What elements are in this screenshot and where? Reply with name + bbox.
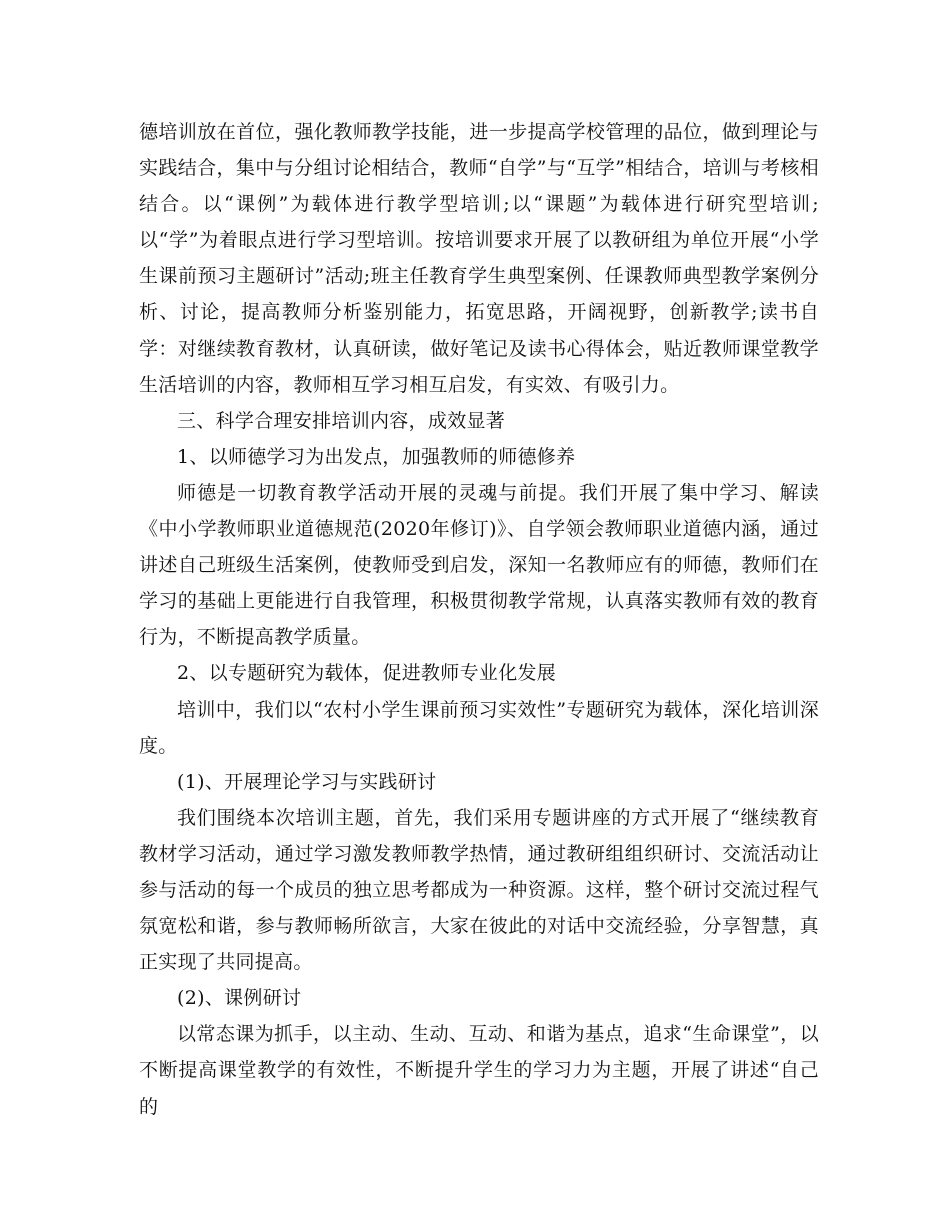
document-body [139,114,819,1125]
subheading-2-2: (2)、课例研讨 [177,987,302,1010]
subheading-2: 2、以专题研究为载体，促进教师专业化发展 [177,662,557,685]
paragraph-topic-research: 培训中，我们以“农村小学生课前预习实效性”专题研究为载体，深化培训深度。 [139,698,819,757]
paragraph-theory-study: 我们围绕本次培训主题，首先，我们采用专题讲座的方式开展了“继续教育教材学习活动，通过学习激发教师教学热情，通过教研组组织研讨、交流活动让参与活动的每一个成员的独立思考都成为一种资源。这样，整个研讨交流过程气氛宽松和谐，参与教师畅所欲言，大家在彼此的对话中交流经验，分享智慧，真正实现了共同提高。 [139,806,819,974]
paragraph-lesson-study: 以常态课为抓手，以主动、生动、互动、和谐为基点，追求“生命课堂”，以不断提高课堂教学的有效性，不断提升学生的学习力为主题，开展了讲述“自己的 [139,1023,819,1118]
paragraph-training-methods: 德培训放在首位，强化教师教学技能，进一步提高学校管理的品位，做到理论与实践结合，集中与分组讨论相结合，教师“自学”与“互学”相结合，培训与考核相结合。以“课例”为载体进行教学型培训;以“课题”为载体进行研究型培训;以“学”为着眼点进行学习型培训。按培训要求开展了以教研组为单位开展“小学生课前预习主题研讨”活动;班主任教育学生典型案例、任课教师典型教学案例分析、讨论，提高教师分析鉴别能力，拓宽思路，开阔视野，创新教学;读书自学：对继续教育教材，认真研读，做好笔记及读书心得体会，贴近教师课堂教学生活培训的内容，教师相互学习相互启发，有实效、有吸引力。 [139,121,819,396]
subheading-1: 1、以师德学习为出发点，加强教师的师德修养 [177,445,576,468]
section-heading-3: 三、科学合理安排培训内容，成效显著 [177,409,506,432]
paragraph-ethics: 师德是一切教育教学活动开展的灵魂与前提。我们开展了集中学习、解读《中小学教师职业道德规范(2020年修订)》、自学领会教师职业道德内涵，通过讲述自己班级生活案例，使教师受到启发，深知一名教师应有的师德，教师们在学习的基础上更能进行自我管理，积极贯彻教学常规，认真落实教师有效的教育行为，不断提高教学质量。 [139,481,819,649]
subheading-2-1: (1)、开展理论学习与实践研讨 [177,770,437,793]
